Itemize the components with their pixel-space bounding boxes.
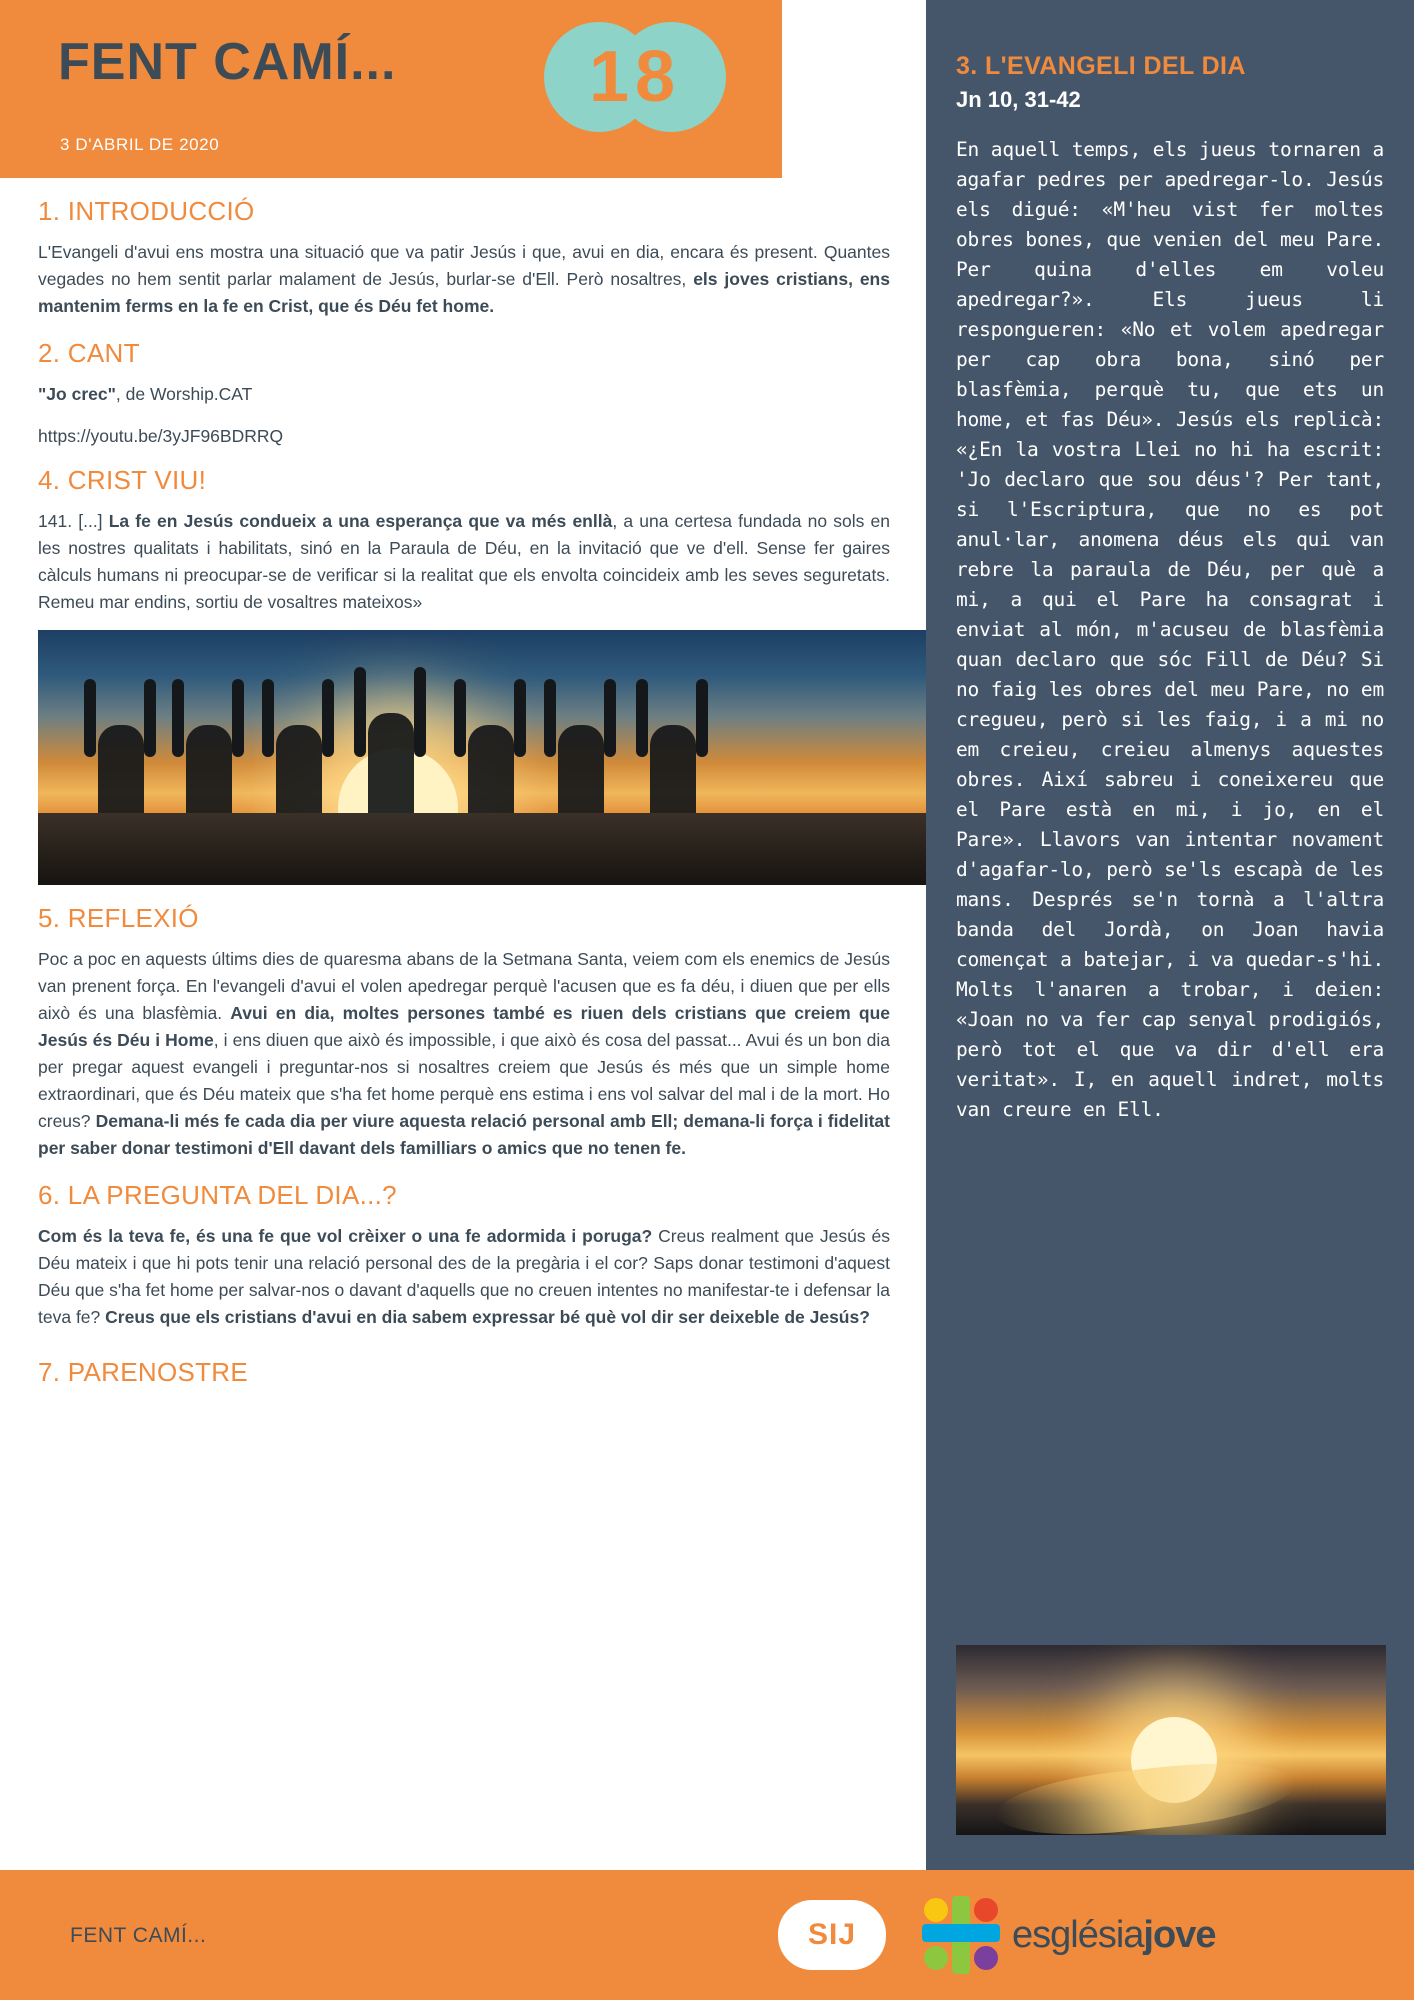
cross-icon: [922, 1896, 1000, 1974]
header: [0, 0, 782, 178]
issue-badge: [544, 22, 764, 132]
reflexio-bold-2: Demana-li més fe cada dia per viure aquesta relació personal amb Ell; demana-li força i fidelitat per saber donar testimoni d'Ell davant dels familliars o amics que no tenen fe.: [38, 1110, 890, 1158]
section-heading-crist-viu: 4. CRIST VIU!: [38, 464, 207, 495]
sij-logo: SIJ: [778, 1900, 886, 1970]
footer: [0, 1870, 1414, 2000]
crist-viu-bold: La fe en Jesús condueix a una esperança que va més enllà: [108, 510, 613, 531]
pregunta-paragraph: [38, 1223, 890, 1331]
intro-text: L'Evangeli d'avui ens mostra una situació que va patir Jesús i que, avui en dia, encara és present. Quantes vegades no hem sentit parlar malament de Jesús, burlar-se d'Ell. Però nosaltres,: [38, 242, 890, 289]
reflexio-text-1: Poc a poc en aquests últims dies de quaresma abans de la Setmana Santa, veiem com els enemics de Jesús van prenent força. En l'evangeli d'avui el volen apedregar perquè l'acusen que es fa déu, i diuen que per ells això és una blasfèmia.: [38, 948, 890, 1023]
crist-viu-text-2: , a una certesa fundada no sols en les nostres qualitats i habilitats, sinó en la Paraula de Déu, en la invitació que ve d'ell. Sense fer gaires càlculs humans ni preocupar-se de verificar si la realitat que els envolta coincideix amb les seves seguretats. Remeu mar endins, sortiu de vosaltres mateixos»: [38, 510, 890, 612]
crist-viu-paragraph: [38, 508, 890, 616]
song-url[interactable]: https://youtu.be/3yJF96BDRRQ: [38, 425, 284, 446]
section-heading-cant: 2. CANT: [38, 338, 140, 368]
section-heading-reflexio: 5. REFLEXIÓ: [38, 902, 199, 933]
reflexio-text-2: , i ens diuen que això és impossible, i que això és cosa del passat... Avui és un bon dia per pregar aquest evangeli i preguntar-nos si nosaltres creiem que Jesús és més que un simple home extraordinari, que és Déu mateix que s'ha fet home perquè ens estima i ens vol salvar del mal i de la mort. Ho creus?: [38, 1029, 890, 1131]
page-title: FENT CAMÍ...: [58, 33, 397, 91]
brand-bold: jove: [1143, 1914, 1216, 1956]
section-heading-pregunta: 6. LA PREGUNTA DEL DIA...?: [38, 1179, 397, 1210]
section-heading-introduccio: 1. INTRODUCCIÓ: [38, 196, 255, 226]
gospel-reference: Jn 10, 31-42: [956, 87, 1081, 112]
issue-number: 18: [588, 37, 682, 117]
pregunta-bold-1: Com és la teva fe, és una fe que vol crèixer o una fe adormida i poruga?: [38, 1225, 653, 1246]
pregunta-bold-2: Creus que els cristians d'avui en dia sabem expressar bé què vol dir ser deixeble de Jesús?: [105, 1306, 870, 1327]
song-line: [38, 381, 890, 408]
brand-wordmark: [1012, 1914, 1215, 1957]
gospel-heading: 3. L'EVANGELI DEL DIA: [956, 52, 1246, 80]
pregunta-text: Creus realment que Jesús és Déu mateix i que hi pots tenir una relació personal des de la pregària i el cor? Saps donar testimoni d'aquest Déu que s'ha fet home per salvar-nos o davant d'aquells que no creuen intentes no manifestar-te i defensar la teva fe?: [38, 1225, 890, 1327]
intro-bold: els joves cristians, ens mantenim ferms en la fe en Crist, que és Déu fet home.: [38, 269, 890, 316]
footer-title: FENT CAMÍ...: [70, 1924, 207, 1947]
gospel-text: En aquell temps, els jueus tornaren a agafar pedres per apedregar-lo. Jesús els digué: «M'heu vist fer moltes obres bones, que venien del meu Pare. Per quina d'elles em voleu apedregar?». Els jueus li respongueren: «No et volem apedregar per cap obra bona, sinó per blasfèmia, perquè tu, que ets un home, et fas Déu». Jesús els replicà: «¿En la vostra Llei no hi ha escrit: 'Jo declaro que sou déus'? Per tant, si l'Escriptura, que no es pot anul·lar, anomena déus els qui van rebre la paraula de Déu, per què a mi, a qui el Pare ha consagrat i enviat al món, m'acuseu de blasfèmia quan declaro que sóc Fill de Déu? Si no faig les obres del meu Pare, no em cregueu, però si les faig, i a mi no em creieu, creieu almenys aquestes obres. Així sabreu i coneixereu que el Pare està en mi, i jo, en el Pare». Llavors van intentar novament d'agafar-lo, però se'ls escapà de les mans. Després se'n tornà a l'altra banda del Jordà, on Joan havia començat a batejar, i va quedar-s'hi. Molts l'anaren a trobar, i deien: «Joan no va fer cap senyal prodigiós, però tot el que va dir d'ell era veritat». I, en aquell indret, molts van creure en Ell.: [956, 138, 1384, 1121]
brand-light: església: [1012, 1914, 1144, 1956]
crist-viu-text-1: 141. [...]: [38, 510, 109, 531]
issue-date: 3 D'ABRIL DE 2020: [60, 135, 220, 154]
gospel-panel: [926, 0, 1414, 1870]
intro-paragraph: [38, 239, 890, 320]
reflexio-paragraph: [38, 946, 890, 1162]
sunset-river-photo: [956, 1645, 1386, 1835]
photo-foreground: [38, 813, 928, 885]
section-heading-parenostre: 7. PARENOSTRE: [38, 1356, 249, 1387]
song-source: , de Worship.CAT: [115, 384, 253, 404]
youth-sunset-photo: [38, 630, 928, 885]
left-column: [0, 178, 926, 1870]
reflexio-bold-1: Avui en dia, moltes persones també es riuen dels cristians que creiem que Jesús és Déu i Home: [38, 1002, 890, 1050]
song-title: "Jo crec": [38, 384, 116, 404]
